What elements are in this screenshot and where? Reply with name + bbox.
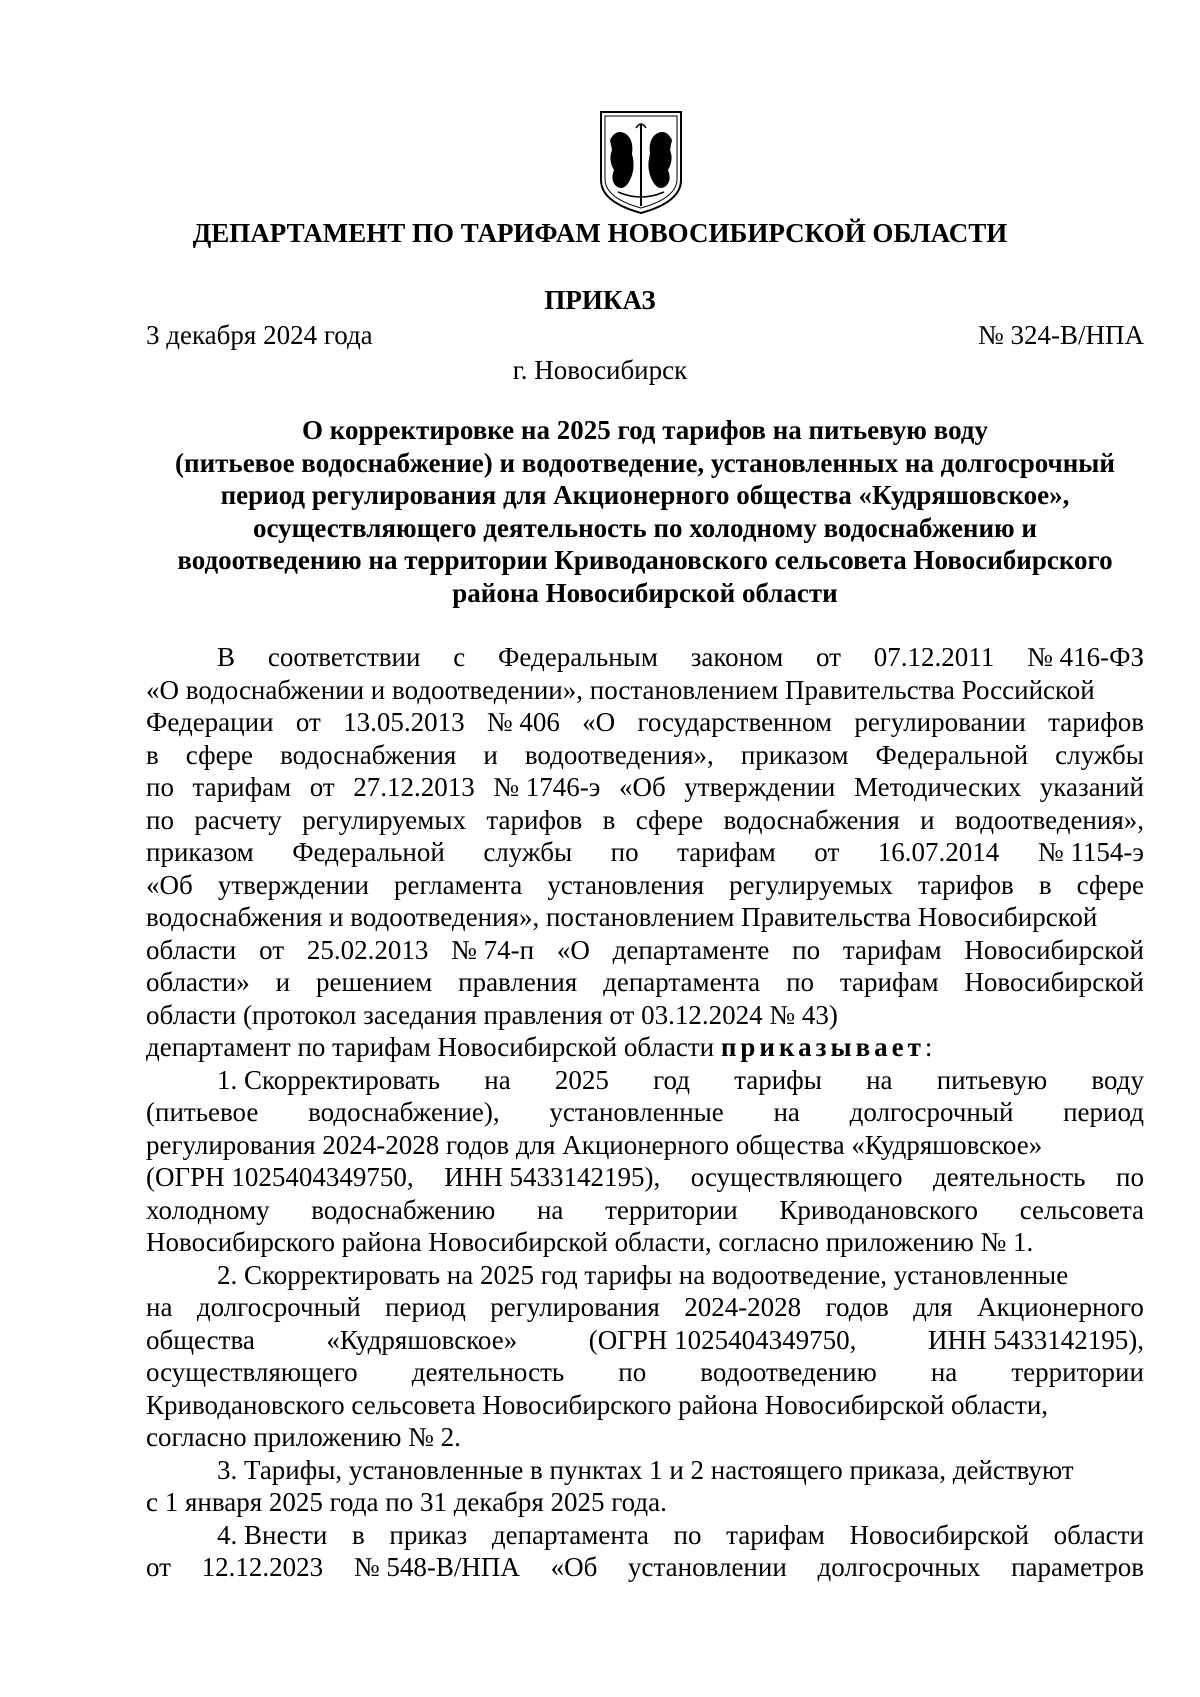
paragraph-3-line: с 1 января 2025 года по 31 декабря 2025 года. <box>146 1487 667 1517</box>
document-type: ПРИКАЗ <box>544 285 656 315</box>
paragraph-2-line: 2. Скорректировать на 2025 год тарифы на водоотведение, установленные <box>217 1259 1069 1290</box>
line-word: регулировании <box>854 707 1026 737</box>
line-word: для <box>913 1292 953 1322</box>
line-word: «О <box>556 934 590 965</box>
paragraph-1-line <box>146 1064 1144 1097</box>
document-body <box>146 641 1144 1584</box>
line-word: 12.12.2023 <box>201 1552 324 1582</box>
line-word: службы <box>1055 739 1144 770</box>
body-line: «О водоснабжении и водоотведении», постановлением Правительства Российской <box>146 674 1095 705</box>
line-word: по <box>1116 1162 1144 1192</box>
line-word: департаменте <box>612 934 770 965</box>
paragraph-1-line <box>146 1194 1144 1227</box>
line-word: водоотведения», <box>524 739 714 770</box>
line-word: № 74-п <box>451 934 535 965</box>
line-word: тарифам <box>839 967 939 997</box>
line-word: приказом <box>740 739 849 770</box>
line-word: 07.12.2011 <box>873 642 995 672</box>
line-word: в <box>146 739 159 770</box>
paragraph-4-line <box>146 1519 1144 1552</box>
line-word: осуществляющего <box>146 1357 358 1387</box>
line-word: по <box>786 967 815 997</box>
line-word: (ОГРН 1025404349750, <box>588 1324 857 1355</box>
line-word: службы <box>483 837 573 867</box>
line-word: департамента <box>491 1519 649 1550</box>
line-word: департамента <box>603 967 761 997</box>
line-word: 4. Внести <box>217 1519 328 1550</box>
line-word: Новосибирской <box>964 967 1144 997</box>
line-word: по <box>792 934 821 965</box>
paragraph-2-line <box>146 1356 1144 1389</box>
subject-line: водоотведению на территории Криводановского сельсовета Новосибирского <box>177 545 1113 575</box>
line-word: «Кудряшовское» <box>326 1324 518 1355</box>
line-word: деятельность <box>411 1357 565 1387</box>
line-word: (ОГРН 1025404349750, <box>146 1162 414 1192</box>
line-word: утверждении <box>684 772 836 802</box>
line-word: Новосибирской <box>849 1519 1029 1550</box>
line-word: Федеральным <box>498 642 658 672</box>
line-word: водоснабжения <box>723 804 900 835</box>
body-line <box>146 706 1144 739</box>
body-line <box>146 966 1144 999</box>
line-word: параметров <box>1011 1552 1144 1582</box>
body-line <box>146 869 1144 902</box>
line-word: по <box>146 772 174 802</box>
line-word: Акционерного <box>977 1292 1144 1322</box>
resolution-prefix: департамент по тарифам Новосибирской области <box>146 1032 721 1062</box>
line-word: указаний <box>1039 772 1144 802</box>
body-line: области (протокол заседания правления от 03.12.2024 № 43) <box>146 999 838 1030</box>
line-word: в <box>1038 869 1052 900</box>
paragraph-2-line <box>146 1291 1144 1324</box>
line-word: регулирования <box>490 1292 660 1322</box>
line-word: тарифов <box>1048 707 1144 737</box>
line-word: 27.12.2013 <box>353 772 475 802</box>
line-word: сфере <box>185 739 254 770</box>
line-word: холодному <box>146 1194 270 1225</box>
document-city: г. Новосибирск <box>512 355 688 385</box>
line-word: от <box>295 707 321 737</box>
line-word: по <box>610 837 639 867</box>
line-word: соответствии <box>267 642 421 672</box>
line-word: Криводановского <box>779 1194 979 1225</box>
line-word: области» <box>146 967 250 997</box>
line-word: 2024-2028 <box>684 1292 802 1322</box>
body-line <box>146 641 1144 674</box>
line-word: деятельность <box>933 1162 1086 1192</box>
line-word: территории <box>605 1194 738 1225</box>
line-word: 13.05.2013 <box>343 707 465 737</box>
line-word: по <box>673 1519 702 1550</box>
line-word: Федеральной <box>875 739 1029 770</box>
line-word: по <box>618 1357 647 1387</box>
body-line <box>146 739 1144 772</box>
line-word: № 416-ФЗ <box>1027 642 1144 672</box>
line-word: государственном <box>637 707 833 737</box>
document-subject <box>146 414 1144 609</box>
line-word: «Об <box>146 869 193 900</box>
line-word: сфере <box>635 804 704 835</box>
line-word: по <box>146 804 174 835</box>
line-word: от <box>259 934 285 965</box>
document-number: № 324-В/НПА <box>977 320 1144 350</box>
line-word: ИНН 5433142195), <box>927 1324 1144 1355</box>
body-line <box>146 771 1144 804</box>
line-word: приказ <box>389 1519 468 1550</box>
line-word: установления <box>547 869 705 900</box>
paragraph-2-line <box>146 1324 1144 1357</box>
line-word: сфере <box>1076 869 1144 900</box>
line-word: ИНН 5433142195), <box>444 1162 661 1192</box>
paragraph-2-line: Криводановского сельсовета Новосибирского района Новосибирской области, <box>146 1389 1049 1420</box>
subject-line: осуществляющего деятельность по холодному водоснабжению и <box>252 512 1037 543</box>
line-word: тарифам <box>192 772 292 802</box>
resolution-suffix: : <box>924 1032 933 1062</box>
line-word: 16.07.2014 <box>877 837 1000 867</box>
line-word: сельсовета <box>1019 1194 1144 1225</box>
line-word: на <box>930 1357 958 1387</box>
line-word: и <box>483 739 498 770</box>
line-word: воду <box>1091 1064 1144 1095</box>
line-word: территории <box>1011 1357 1144 1387</box>
line-word: № 548-В/НПА <box>353 1552 520 1582</box>
line-word: год <box>653 1064 690 1095</box>
line-word: области <box>146 934 237 965</box>
line-word: на <box>866 1064 893 1095</box>
line-word: установлении <box>628 1552 787 1582</box>
line-word: регламента <box>393 869 523 900</box>
line-word: приказом <box>146 837 254 867</box>
resolution-keyword: приказывает <box>720 1032 925 1062</box>
line-word: период <box>385 1292 466 1322</box>
line-word: (питьевое <box>146 1097 259 1127</box>
line-word: и <box>275 967 291 997</box>
body-line: водоснабжения и водоотведения», постановлением Правительства Новосибирской <box>146 902 1098 932</box>
line-word: Новосибирской <box>964 934 1144 965</box>
line-word: Методических <box>853 772 1022 802</box>
line-word: № 406 <box>486 707 560 737</box>
line-word: от <box>309 772 335 802</box>
line-word: расчету <box>194 804 282 835</box>
line-word: установленные <box>549 1097 724 1127</box>
line-word: в <box>602 804 616 835</box>
line-word: тарифам <box>677 837 776 867</box>
document-date: 3 декабря 2024 года <box>146 320 373 350</box>
line-word: области <box>1053 1519 1144 1550</box>
line-word: водоснабжение), <box>308 1097 500 1127</box>
line-word: долгосрочный <box>849 1097 1014 1127</box>
line-word: годов <box>825 1292 889 1322</box>
line-word: питьевую <box>936 1064 1048 1095</box>
line-word: период <box>1063 1097 1144 1127</box>
body-line <box>146 1031 1144 1064</box>
paragraph-1-line <box>146 1096 1144 1129</box>
line-word: и <box>920 804 935 835</box>
organization-name: ДЕПАРТАМЕНТ ПО ТАРИФАМ НОВОСИБИРСКОЙ ОБЛАСТИ <box>192 218 1008 248</box>
line-word: от <box>816 642 841 672</box>
line-word: 1. Скорректировать <box>217 1064 441 1095</box>
line-word: законом <box>690 642 784 672</box>
paragraph-4-line <box>146 1551 1144 1584</box>
paragraph-1-line <box>146 1161 1144 1194</box>
line-word: осуществляющего <box>690 1162 903 1192</box>
line-word: водоотведения», <box>955 804 1144 835</box>
line-word: утверждении <box>217 869 369 900</box>
line-word: на <box>536 1194 564 1225</box>
line-word: Федерации <box>146 707 274 737</box>
line-word: водоотведению <box>700 1357 877 1387</box>
line-word: на <box>146 1292 173 1322</box>
line-word: правления <box>458 967 578 997</box>
subject-line: период регулирования для Акционерного общества «Кудряшовское», <box>220 480 1070 510</box>
line-word: «Об <box>550 1552 598 1582</box>
line-word: тарифам <box>842 934 942 965</box>
line-word: от <box>146 1552 171 1582</box>
paragraph-1-line: Новосибирского района Новосибирской области, согласно приложению № 1. <box>146 1227 1034 1257</box>
line-word: 2025 <box>554 1064 609 1095</box>
line-word: тарифов <box>486 804 583 835</box>
line-word: 25.02.2013 <box>306 934 429 965</box>
line-word: на <box>484 1064 511 1095</box>
novosibirsk-coat-of-arms-icon <box>596 110 686 215</box>
line-word: В <box>217 642 236 672</box>
subject-line: О корректировке на 2025 год тарифов на питьевую воду <box>302 415 988 445</box>
line-word: Федеральной <box>292 837 445 867</box>
line-word: на <box>773 1097 800 1127</box>
line-word: «Об <box>618 772 666 802</box>
line-word: № 1154-э <box>1037 837 1144 867</box>
line-word: № 1746-э <box>493 772 601 802</box>
line-word: в <box>352 1519 365 1550</box>
line-word: тарифы <box>734 1064 822 1095</box>
body-line <box>146 804 1144 837</box>
line-word: тарифов <box>917 869 1014 900</box>
line-word: долгосрочный <box>196 1292 361 1322</box>
paragraph-1-line: регулирования 2024-2028 годов для Акционерного общества «Кудряшовское» <box>146 1129 1043 1160</box>
subject-line: (питьевое водоснабжение) и водоотведение, установленных на долгосрочный <box>175 447 1115 478</box>
line-word: с <box>453 642 466 672</box>
line-word: «О <box>582 707 616 737</box>
line-word: регулируемых <box>729 869 893 900</box>
body-line <box>146 836 1144 869</box>
line-word: от <box>814 837 840 867</box>
line-word: долгосрочных <box>817 1552 981 1582</box>
line-word: тарифам <box>726 1519 825 1550</box>
subject-line: района Новосибирской области <box>452 577 838 608</box>
body-line <box>146 934 1144 967</box>
line-word: общества <box>146 1324 255 1355</box>
paragraph-2-line: согласно приложению № 2. <box>146 1422 461 1452</box>
line-word: регулируемых <box>302 804 466 835</box>
line-word: водоснабжения <box>280 739 457 770</box>
paragraph-3-line: 3. Тарифы, установленные в пунктах 1 и 2 настоящего приказа, действуют <box>217 1454 1074 1485</box>
line-word: решением <box>316 967 433 997</box>
line-word: водоснабжению <box>311 1194 496 1225</box>
